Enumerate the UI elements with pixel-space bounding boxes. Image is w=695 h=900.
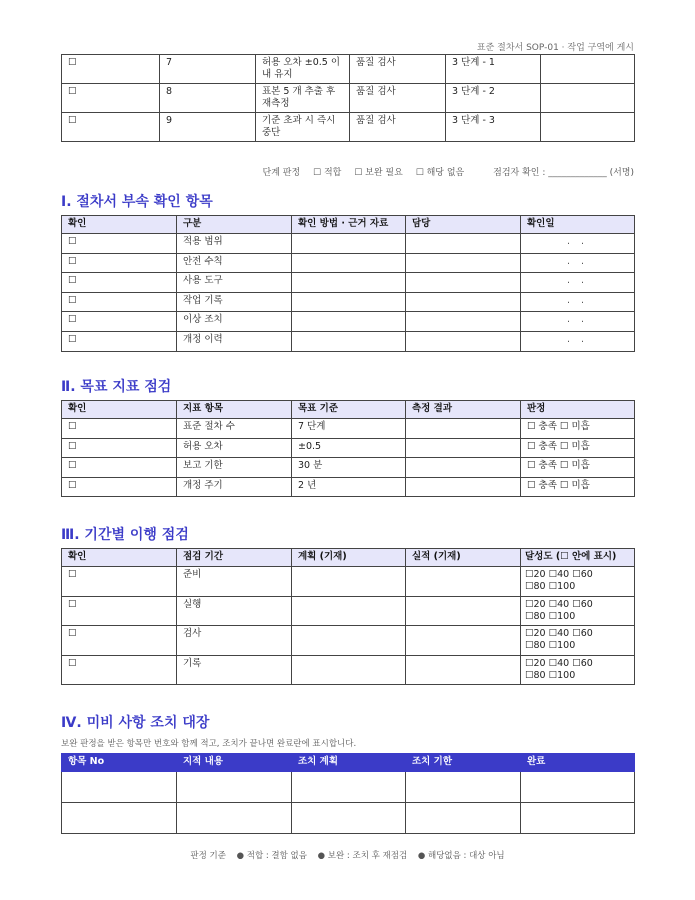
section-4-title: Ⅳ. 미비 사항 조치 대장 — [61, 715, 210, 731]
plan-cell[interactable] — [292, 596, 406, 626]
action-plan-cell[interactable] — [292, 803, 406, 834]
column-header: 점검 기간 — [177, 549, 292, 567]
column-header: 판정 — [521, 401, 635, 419]
owner-cell[interactable] — [406, 292, 521, 312]
owner-cell[interactable] — [406, 331, 521, 351]
item-no-cell[interactable] — [62, 803, 177, 834]
judgement-option-na[interactable]: ☐ 해당 없음 — [415, 168, 465, 178]
column-header: 확인 방법 · 근거 자료 — [292, 216, 406, 234]
owner-cell[interactable] — [406, 273, 521, 293]
verdict-options[interactable]: ☐ 충족 ☐ 미흡 — [521, 419, 635, 439]
category-cell: 안전 수칙 — [177, 253, 292, 273]
step-stage: 3 단계 - 3 — [446, 113, 541, 142]
achievement-options[interactable] — [521, 655, 635, 685]
step-category: 품질 검사 — [350, 113, 446, 142]
achievement-line-2[interactable]: ☐80 ☐100 — [525, 581, 576, 592]
achievement-options[interactable] — [521, 596, 635, 626]
indicator-cell: 개정 주기 — [177, 477, 292, 497]
checkbox[interactable]: ☐ — [62, 458, 177, 478]
table-row — [62, 567, 635, 597]
checkbox[interactable]: ☐ — [62, 655, 177, 685]
target-cell: 30 분 — [292, 458, 406, 478]
checkbox[interactable]: ☐ — [62, 477, 177, 497]
step-note[interactable] — [541, 113, 635, 142]
checkbox[interactable]: ☐ — [62, 596, 177, 626]
measurement-cell[interactable] — [406, 438, 521, 458]
period-cell: 검사 — [177, 626, 292, 656]
section-4-note: 보완 판정을 받은 항목만 번호와 함께 적고, 조치가 끝나면 완료란에 표시합니다. — [61, 739, 357, 749]
indicator-cell: 보고 기한 — [177, 458, 292, 478]
finding-cell[interactable] — [177, 803, 292, 834]
column-header: 확인 — [62, 549, 177, 567]
category-cell: 적용 범위 — [177, 234, 292, 254]
table-header-row — [62, 754, 635, 772]
verdict-options[interactable]: ☐ 충족 ☐ 미흡 — [521, 438, 635, 458]
table-row — [62, 438, 635, 458]
period-cell: 실행 — [177, 596, 292, 626]
checkbox[interactable]: ☐ — [62, 55, 160, 84]
done-cell[interactable] — [521, 803, 635, 834]
section-2-title: Ⅱ. 목표 지표 점검 — [61, 379, 172, 395]
checkbox[interactable]: ☐ — [62, 292, 177, 312]
achievement-options[interactable] — [521, 626, 635, 656]
checkbox[interactable]: ☐ — [62, 626, 177, 656]
verdict-options[interactable]: ☐ 충족 ☐ 미흡 — [521, 477, 635, 497]
achievement-line-1[interactable]: ☐20 ☐40 ☐60 — [525, 598, 593, 610]
checkbox[interactable]: ☐ — [62, 113, 160, 142]
deadline-cell[interactable] — [406, 803, 521, 834]
judgement-option-pass[interactable]: ☐ 적합 — [313, 168, 342, 178]
date-cell[interactable]: . . — [521, 253, 635, 273]
table-row — [62, 113, 635, 142]
section-2-table — [61, 400, 635, 497]
owner-cell[interactable] — [406, 253, 521, 273]
actual-cell[interactable] — [406, 596, 521, 626]
checkbox[interactable]: ☐ — [62, 84, 160, 113]
step-note[interactable] — [541, 84, 635, 113]
verdict-options[interactable]: ☐ 충족 ☐ 미흡 — [521, 458, 635, 478]
measurement-cell[interactable] — [406, 458, 521, 478]
method-cell[interactable] — [292, 234, 406, 254]
checkbox[interactable]: ☐ — [62, 419, 177, 439]
method-cell[interactable] — [292, 253, 406, 273]
table-row — [62, 312, 635, 332]
table-row — [62, 772, 635, 803]
period-cell: 기록 — [177, 655, 292, 685]
section-3-title: Ⅲ. 기간별 이행 점검 — [61, 527, 189, 543]
achievement-line-2[interactable]: ☐80 ☐100 — [525, 610, 576, 622]
actual-cell[interactable] — [406, 655, 521, 685]
indicator-cell: 허용 오차 — [177, 438, 292, 458]
inspector-signature[interactable]: 점검자 확인 : _____________ (서명) — [493, 168, 634, 178]
target-cell: ±0.5 — [292, 438, 406, 458]
step-category: 품질 검사 — [350, 55, 446, 84]
date-cell[interactable]: . . — [521, 312, 635, 332]
table-header-row — [62, 549, 635, 567]
column-header: 실적 (기재) — [406, 549, 521, 567]
step-item: 허용 오차 ±0.5 이내 유지 — [256, 55, 350, 84]
table-row — [62, 626, 635, 656]
actual-cell[interactable] — [406, 626, 521, 656]
procedure-steps-table — [61, 54, 635, 142]
owner-cell[interactable] — [406, 312, 521, 332]
achievement-line-1[interactable]: ☐20 ☐40 ☐60 — [525, 569, 593, 580]
checkbox[interactable]: ☐ — [62, 438, 177, 458]
stage-judgement-line — [253, 165, 634, 178]
table-header-row — [62, 401, 635, 419]
column-header: 확인 — [62, 401, 177, 419]
period-cell: 준비 — [177, 567, 292, 597]
table-row — [62, 273, 635, 293]
table-row — [62, 458, 635, 478]
achievement-line-2[interactable]: ☐80 ☐100 — [525, 640, 576, 651]
table-row — [62, 234, 635, 254]
table-row — [62, 419, 635, 439]
step-item: 표본 5 개 추출 후 재측정 — [256, 84, 350, 113]
achievement-line-1[interactable]: ☐20 ☐40 ☐60 — [525, 657, 593, 669]
plan-cell[interactable] — [292, 626, 406, 656]
finding-cell[interactable] — [177, 772, 292, 803]
column-header: 조치 기한 — [406, 754, 521, 772]
criteria-na: ● 해당없음 : 대상 아님 — [417, 851, 505, 861]
date-cell[interactable]: . . — [521, 234, 635, 254]
actual-cell[interactable] — [406, 567, 521, 597]
method-cell[interactable] — [292, 273, 406, 293]
section-1-table — [61, 215, 635, 352]
criteria-supplement: ● 보완 : 조치 후 재점검 — [317, 851, 408, 861]
deadline-cell[interactable] — [406, 772, 521, 803]
section-4-table — [61, 753, 635, 834]
judgement-criteria-footer — [61, 849, 634, 861]
achievement-options[interactable] — [521, 567, 635, 597]
measurement-cell[interactable] — [406, 477, 521, 497]
table-row — [62, 253, 635, 273]
date-cell[interactable]: . . — [521, 273, 635, 293]
step-category: 품질 검사 — [350, 84, 446, 113]
step-number: 9 — [160, 113, 256, 142]
criteria-pass: ● 적합 : 결함 없음 — [236, 851, 307, 861]
checkbox[interactable]: ☐ — [62, 273, 177, 293]
checkbox[interactable]: ☐ — [62, 331, 177, 351]
judgement-label: 단계 판정 — [262, 168, 301, 178]
checkbox[interactable]: ☐ — [62, 312, 177, 332]
table-row — [62, 55, 635, 84]
plan-cell[interactable] — [292, 567, 406, 597]
column-header: 측정 결과 — [406, 401, 521, 419]
column-header: 목표 기준 — [292, 401, 406, 419]
table-row — [62, 84, 635, 113]
table-header-row — [62, 216, 635, 234]
column-header: 담당 — [406, 216, 521, 234]
step-stage: 3 단계 - 2 — [446, 84, 541, 113]
step-number: 7 — [160, 55, 256, 84]
column-header: 완료 — [521, 754, 635, 772]
date-cell[interactable]: . . — [521, 292, 635, 312]
column-header: 지적 내용 — [177, 754, 292, 772]
indicator-cell: 표준 절차 수 — [177, 419, 292, 439]
column-header: 조치 계획 — [292, 754, 406, 772]
table-row — [62, 331, 635, 351]
section-1-title: Ⅰ. 절차서 부속 확인 항목 — [61, 194, 213, 210]
plan-cell[interactable] — [292, 655, 406, 685]
criteria-label: 판정 기준 — [190, 851, 226, 861]
category-cell: 사용 도구 — [177, 273, 292, 293]
target-cell: 2 년 — [292, 477, 406, 497]
table-row — [62, 596, 635, 626]
done-cell[interactable] — [521, 772, 635, 803]
judgement-option-supplement[interactable]: ☐ 보완 필요 — [354, 168, 403, 178]
method-cell[interactable] — [292, 312, 406, 332]
method-cell[interactable] — [292, 331, 406, 351]
column-header: 항목 No — [62, 754, 177, 772]
owner-cell[interactable] — [406, 234, 521, 254]
item-no-cell[interactable] — [62, 772, 177, 803]
checkbox[interactable]: ☐ — [62, 567, 177, 597]
step-stage: 3 단계 - 1 — [446, 55, 541, 84]
table-row — [62, 655, 635, 685]
category-cell: 이상 조치 — [177, 312, 292, 332]
column-header: 지표 항목 — [177, 401, 292, 419]
target-cell: 7 단계 — [292, 419, 406, 439]
column-header: 계획 (기재) — [292, 549, 406, 567]
measurement-cell[interactable] — [406, 419, 521, 439]
category-cell: 작업 기록 — [177, 292, 292, 312]
step-item: 기준 초과 시 즉시 중단 — [256, 113, 350, 142]
column-header: 확인일 — [521, 216, 635, 234]
step-number: 8 — [160, 84, 256, 113]
achievement-line-1[interactable]: ☐20 ☐40 ☐60 — [525, 628, 593, 639]
header-note: 표준 절차서 SOP-01 · 작업 구역에 게시 — [476, 43, 634, 53]
column-header: 구분 — [177, 216, 292, 234]
checkbox[interactable]: ☐ — [62, 234, 177, 254]
method-cell[interactable] — [292, 292, 406, 312]
checkbox[interactable]: ☐ — [62, 253, 177, 273]
achievement-line-2[interactable]: ☐80 ☐100 — [525, 669, 576, 681]
category-cell: 개정 이력 — [177, 331, 292, 351]
action-plan-cell[interactable] — [292, 772, 406, 803]
table-row — [62, 803, 635, 834]
column-header: 확인 — [62, 216, 177, 234]
table-row — [62, 477, 635, 497]
date-cell[interactable]: . . — [521, 331, 635, 351]
step-note[interactable] — [541, 55, 635, 84]
table-row — [62, 292, 635, 312]
column-header: 달성도 (☐ 안에 표시) — [521, 549, 635, 567]
section-3-table — [61, 548, 635, 685]
